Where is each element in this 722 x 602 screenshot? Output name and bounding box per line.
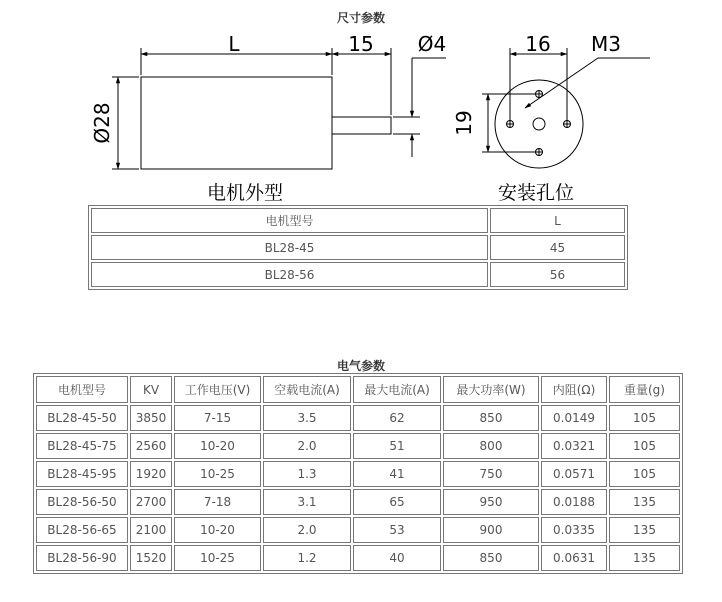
body-diameter-label: Ø28	[90, 102, 114, 144]
header-cell: 电机型号	[91, 208, 488, 233]
table-cell: 105	[609, 461, 680, 487]
table-cell: BL28-45-75	[36, 433, 128, 459]
header-cell: 工作电压(V)	[174, 376, 261, 403]
table-cell: 2.0	[263, 517, 351, 543]
thread-leader-line	[525, 58, 598, 108]
thread-label: M3	[591, 32, 621, 56]
motor-outline-caption: 电机外型	[207, 182, 284, 204]
table-cell: 750	[443, 461, 539, 487]
table-cell: 62	[353, 405, 441, 431]
table-cell: BL28-56-65	[36, 517, 128, 543]
table-cell: 10-20	[174, 433, 261, 459]
center-bore	[533, 118, 545, 130]
mounting-holes-caption: 安装孔位	[498, 182, 575, 204]
dimensions-title: 尺寸参数	[336, 11, 385, 25]
table-cell: 41	[353, 461, 441, 487]
electrical-title: 电气参数	[336, 359, 385, 373]
table-cell: BL28-45-50	[36, 405, 128, 431]
header-cell: 重量(g)	[609, 376, 680, 403]
table-cell: 135	[609, 489, 680, 515]
table-cell: 0.0188	[541, 489, 607, 515]
length-label: L	[228, 32, 240, 56]
table-cell: 2.0	[263, 433, 351, 459]
table-row	[36, 461, 680, 487]
table-cell: 1920	[130, 461, 172, 487]
header-cell: 最大电流(A)	[353, 376, 441, 403]
hole-spacing-h-label: 16	[525, 32, 551, 56]
shaft-length-label: 15	[348, 32, 374, 56]
table-cell: 850	[443, 405, 539, 431]
table-row	[36, 489, 680, 515]
table-header-row	[91, 208, 625, 233]
table-cell: 3850	[130, 405, 172, 431]
table-row	[36, 433, 680, 459]
hole-spacing-v-label: 19	[452, 110, 476, 136]
table-cell: 65	[353, 489, 441, 515]
table-cell: 2700	[130, 489, 172, 515]
table-cell: BL28-56-50	[36, 489, 128, 515]
header-cell: 内阻(Ω)	[541, 376, 607, 403]
table-cell: BL28-56	[91, 262, 488, 287]
table-cell: 51	[353, 433, 441, 459]
motor-shaft-outline	[332, 117, 391, 134]
table-cell: 2100	[130, 517, 172, 543]
table-cell: 135	[609, 517, 680, 543]
table-cell: 10-25	[174, 545, 261, 571]
table-row	[36, 545, 680, 571]
table-cell: 0.0149	[541, 405, 607, 431]
table-cell: BL28-45-95	[36, 461, 128, 487]
table-cell: 53	[353, 517, 441, 543]
header-cell: L	[490, 208, 625, 233]
table-cell: 0.0631	[541, 545, 607, 571]
table-cell: 0.0321	[541, 433, 607, 459]
table-cell: 40	[353, 545, 441, 571]
header-cell: KV	[130, 376, 172, 403]
table-cell: 135	[609, 545, 680, 571]
table-cell: 56	[490, 262, 625, 287]
table-cell: 0.0335	[541, 517, 607, 543]
header-cell: 空载电流(A)	[263, 376, 351, 403]
dimension-table	[88, 205, 628, 290]
table-header-row	[36, 376, 680, 403]
motor-body-outline	[141, 77, 332, 169]
table-cell: 105	[609, 433, 680, 459]
table-row	[91, 262, 625, 287]
table-cell: 10-20	[174, 517, 261, 543]
table-cell: 45	[490, 235, 625, 260]
table-cell: 900	[443, 517, 539, 543]
table-cell: 105	[609, 405, 680, 431]
table-cell: BL28-56-90	[36, 545, 128, 571]
table-cell: 10-25	[174, 461, 261, 487]
shaft-diameter-label: Ø4	[417, 32, 447, 56]
table-row	[36, 405, 680, 431]
table-cell: 7-18	[174, 489, 261, 515]
table-cell: BL28-45	[91, 235, 488, 260]
table-cell: 2560	[130, 433, 172, 459]
table-cell: 7-15	[174, 405, 261, 431]
table-cell: 950	[443, 489, 539, 515]
table-cell: 1520	[130, 545, 172, 571]
electrical-table	[33, 373, 683, 574]
table-cell: 1.2	[263, 545, 351, 571]
table-row	[91, 235, 625, 260]
table-cell: 3.1	[263, 489, 351, 515]
dimension-drawing	[0, 22, 722, 202]
table-cell: 0.0571	[541, 461, 607, 487]
table-cell: 800	[443, 433, 539, 459]
table-row	[36, 517, 680, 543]
header-cell: 电机型号	[36, 376, 128, 403]
table-cell: 1.3	[263, 461, 351, 487]
table-cell: 850	[443, 545, 539, 571]
table-cell: 3.5	[263, 405, 351, 431]
header-cell: 最大功率(W)	[443, 376, 539, 403]
